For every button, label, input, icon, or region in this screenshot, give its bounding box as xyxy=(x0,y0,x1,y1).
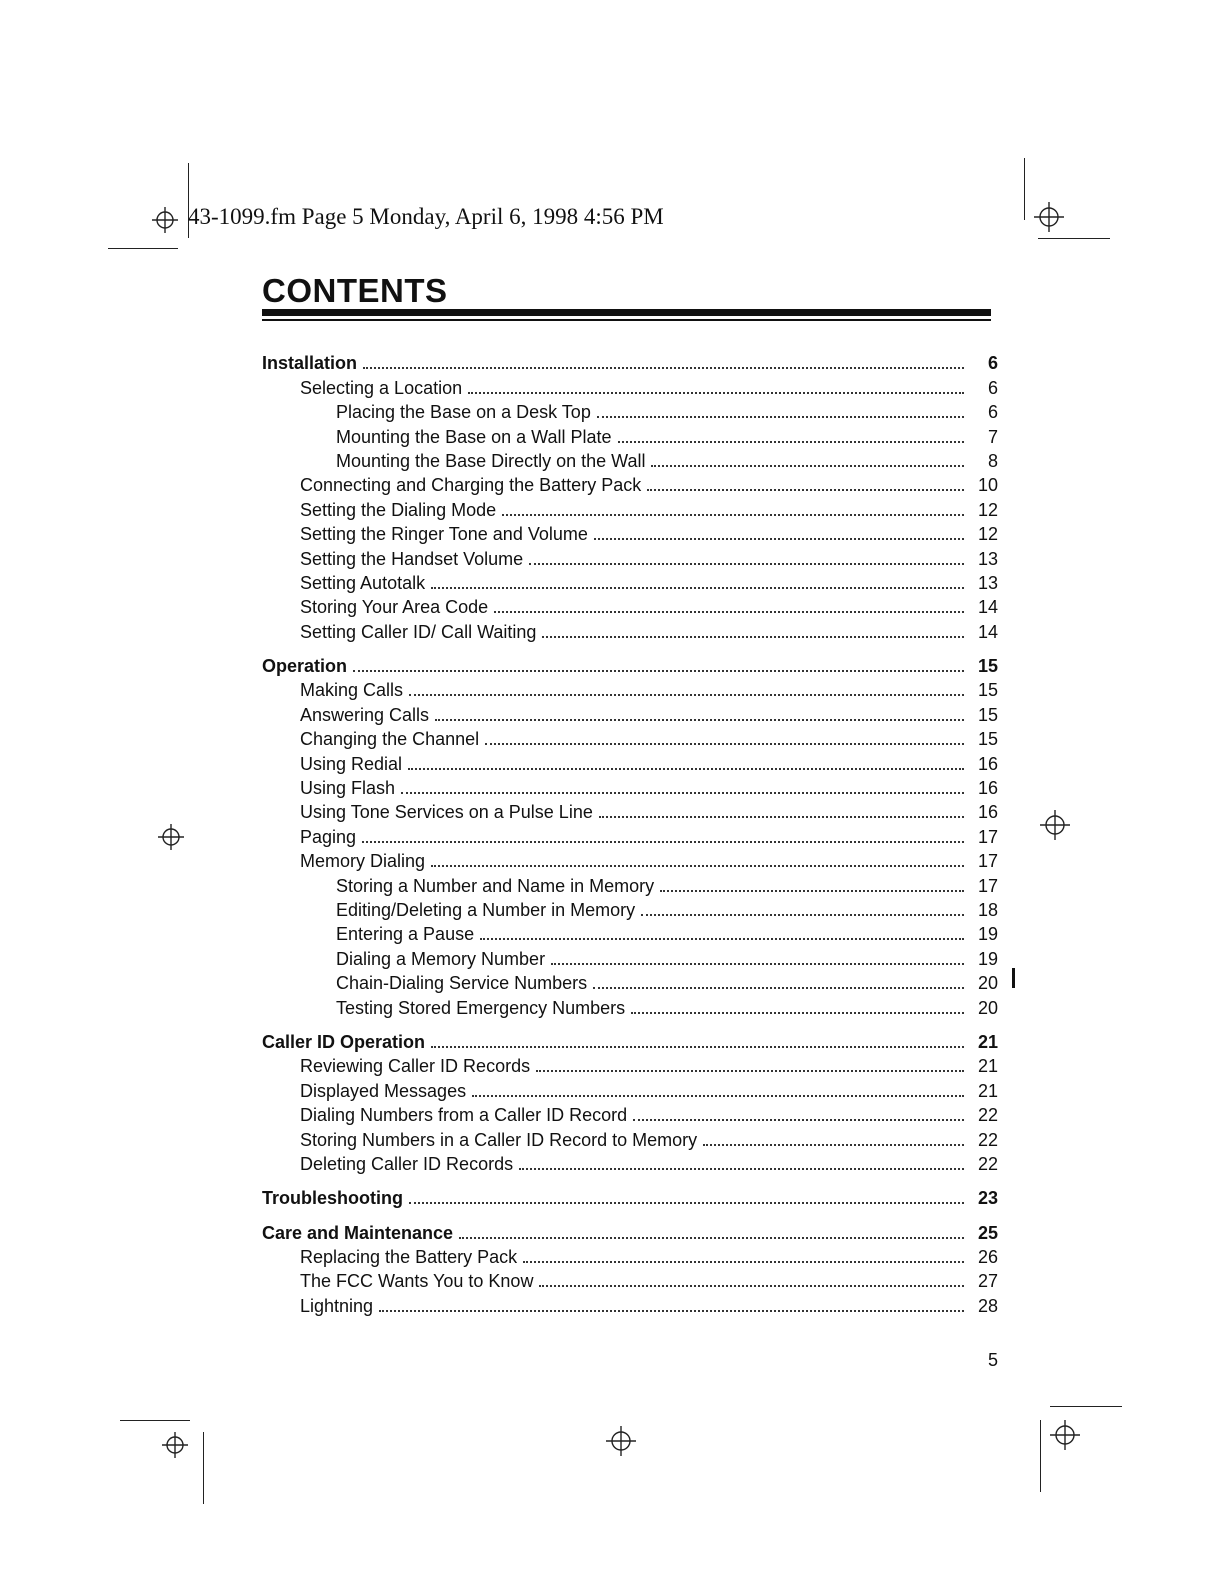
dot-leader xyxy=(597,415,964,418)
toc-entry xyxy=(262,970,998,994)
dot-leader xyxy=(401,791,964,794)
toc-section xyxy=(262,1185,998,1209)
dot-leader xyxy=(362,840,964,843)
dot-leader xyxy=(480,937,964,940)
toc-page-number: 12 xyxy=(977,524,998,545)
change-bar xyxy=(1012,968,1015,988)
table-of-contents xyxy=(262,350,998,1327)
toc-page-number: 20 xyxy=(977,997,998,1018)
crop-mark-line xyxy=(1024,158,1025,220)
toc-section-heading xyxy=(262,1029,998,1053)
toc-page-number: 27 xyxy=(977,1271,998,1292)
dot-leader xyxy=(542,635,964,638)
dot-leader xyxy=(468,391,964,394)
toc-page-number: 21 xyxy=(977,1031,998,1052)
toc-page-number: 6 xyxy=(987,353,998,374)
toc-entry xyxy=(262,570,998,594)
toc-entry-title: Making Calls xyxy=(300,680,404,701)
toc-entry xyxy=(262,423,998,447)
toc-entry xyxy=(262,1244,998,1268)
dot-leader xyxy=(551,962,964,965)
toc-entry-title: Storing a Number and Name in Memory xyxy=(336,875,655,896)
toc-section xyxy=(262,1219,998,1317)
toc-page-number: 15 xyxy=(977,656,998,677)
toc-page-number: 23 xyxy=(977,1188,998,1209)
toc-entry xyxy=(262,472,998,496)
toc-entry-title: Memory Dialing xyxy=(300,851,426,872)
toc-page-number: 10 xyxy=(977,475,998,496)
toc-page-number: 15 xyxy=(977,704,998,725)
toc-entry xyxy=(262,496,998,520)
dot-leader xyxy=(363,366,964,369)
toc-page-number: 16 xyxy=(977,753,998,774)
toc-page-number: 21 xyxy=(977,1080,998,1101)
dot-leader xyxy=(409,693,964,696)
toc-entry-title: Editing/Deleting a Number in Memory xyxy=(336,899,636,920)
toc-entry xyxy=(262,994,998,1018)
dot-leader xyxy=(647,488,964,491)
toc-entry xyxy=(262,618,998,642)
toc-entry xyxy=(262,1077,998,1101)
toc-section-heading xyxy=(262,1185,998,1209)
dot-leader xyxy=(660,889,964,892)
toc-entry-title: Chain-Dialing Service Numbers xyxy=(336,973,588,994)
toc-entry-title: Paging xyxy=(300,826,357,847)
toc-entry xyxy=(262,374,998,398)
toc-entry xyxy=(262,848,998,872)
toc-entry-title: Setting Caller ID/ Call Waiting xyxy=(300,621,537,642)
toc-entry xyxy=(262,1292,998,1316)
toc-page-number: 6 xyxy=(987,377,998,398)
toc-section-heading xyxy=(262,653,998,677)
dot-leader xyxy=(502,513,964,516)
dot-leader xyxy=(529,562,964,565)
toc-page-number: 19 xyxy=(977,924,998,945)
dot-leader xyxy=(523,1260,964,1263)
file-header: 43-1099.fm Page 5 Monday, April 6, 1998 4:56 PM xyxy=(188,204,664,229)
toc-page-number: 15 xyxy=(977,680,998,701)
toc-entry-title: Reviewing Caller ID Records xyxy=(300,1056,531,1077)
toc-entry-title: Selecting a Location xyxy=(300,377,463,398)
toc-entry xyxy=(262,448,998,472)
toc-page-number: 20 xyxy=(977,973,998,994)
toc-entry-title: Installation xyxy=(262,353,358,374)
dot-leader xyxy=(519,1167,964,1170)
toc-entry xyxy=(262,799,998,823)
toc-entry-title: Storing Numbers in a Caller ID Record to Memory xyxy=(300,1129,698,1150)
dot-leader xyxy=(593,986,964,989)
toc-entry-title: Using Redial xyxy=(300,753,403,774)
toc-entry-title: Lightning xyxy=(300,1295,374,1316)
toc-entry xyxy=(262,775,998,799)
dot-leader xyxy=(651,464,964,467)
toc-entry xyxy=(262,1151,998,1175)
toc-entry-title: Changing the Channel xyxy=(300,729,480,750)
toc-entry-title: Care and Maintenance xyxy=(262,1222,454,1243)
registration-mark-icon xyxy=(604,1424,638,1458)
toc-page-number: 22 xyxy=(977,1129,998,1150)
toc-page-number: 28 xyxy=(977,1295,998,1316)
toc-entry-title: Placing the Base on a Desk Top xyxy=(336,402,591,423)
toc-entry-title: Connecting and Charging the Battery Pack xyxy=(300,475,642,496)
toc-page-number: 18 xyxy=(977,899,998,920)
registration-mark-icon xyxy=(150,205,180,235)
toc-entry xyxy=(262,545,998,569)
dot-leader xyxy=(431,1045,964,1048)
page-number: 5 xyxy=(988,1350,999,1370)
toc-entry-title: Deleting Caller ID Records xyxy=(300,1153,514,1174)
toc-section-heading xyxy=(262,1219,998,1243)
toc-entry xyxy=(262,1102,998,1126)
dot-leader xyxy=(599,815,964,818)
toc-entry-title: Answering Calls xyxy=(300,704,430,725)
toc-entry xyxy=(262,1268,998,1292)
toc-page-number: 7 xyxy=(987,426,998,447)
toc-entry xyxy=(262,872,998,896)
toc-entry xyxy=(262,399,998,423)
toc-section xyxy=(262,1029,998,1175)
toc-page-number: 12 xyxy=(977,499,998,520)
registration-mark-icon xyxy=(1048,1418,1082,1452)
toc-page-number: 13 xyxy=(977,548,998,569)
crop-mark-line xyxy=(203,1432,204,1504)
toc-entry-title: Entering a Pause xyxy=(336,924,475,945)
toc-entry xyxy=(262,1053,998,1077)
toc-page-number: 8 xyxy=(987,450,998,471)
toc-page-number: 22 xyxy=(977,1105,998,1126)
toc-entry-title: Setting the Ringer Tone and Volume xyxy=(300,524,588,545)
dot-leader xyxy=(618,440,965,443)
toc-entry-title: Operation xyxy=(262,656,348,677)
toc-entry-title: Testing Stored Emergency Numbers xyxy=(336,997,626,1018)
toc-entry-title: Mounting the Base Directly on the Wall xyxy=(336,450,646,471)
toc-entry-title: Dialing a Memory Number xyxy=(336,948,546,969)
dot-leader xyxy=(472,1094,964,1097)
crop-mark-line xyxy=(1038,238,1110,239)
toc-page-number: 15 xyxy=(977,729,998,750)
dot-leader xyxy=(435,718,964,721)
crop-mark-line xyxy=(1040,1420,1041,1492)
toc-entry xyxy=(262,594,998,618)
toc-entry xyxy=(262,1126,998,1150)
toc-entry xyxy=(262,750,998,774)
dot-leader xyxy=(594,537,964,540)
toc-page-number: 6 xyxy=(987,402,998,423)
toc-page-number: 25 xyxy=(977,1222,998,1243)
toc-entry xyxy=(262,945,998,969)
toc-entry-title: Setting the Dialing Mode xyxy=(300,499,497,520)
dot-leader xyxy=(408,767,964,770)
crop-mark-line xyxy=(108,248,178,249)
toc-entry xyxy=(262,726,998,750)
toc-entry-title: Replacing the Battery Pack xyxy=(300,1247,518,1268)
dot-leader xyxy=(431,864,964,867)
toc-page-number: 17 xyxy=(977,851,998,872)
dot-leader xyxy=(485,742,964,745)
toc-page-number: 19 xyxy=(977,948,998,969)
toc-entry-title: Setting Autotalk xyxy=(300,572,426,593)
toc-page-number: 17 xyxy=(977,875,998,896)
toc-page-number: 13 xyxy=(977,572,998,593)
title-rule xyxy=(262,319,991,321)
toc-entry-title: The FCC Wants You to Know xyxy=(300,1271,534,1292)
toc-entry-title: Dialing Numbers from a Caller ID Record xyxy=(300,1105,628,1126)
dot-leader xyxy=(459,1236,964,1239)
toc-page-number: 14 xyxy=(977,597,998,618)
registration-mark-icon xyxy=(1032,200,1066,234)
toc-page-number: 26 xyxy=(977,1247,998,1268)
toc-page-number: 22 xyxy=(977,1153,998,1174)
dot-leader xyxy=(633,1118,964,1121)
registration-mark-icon xyxy=(160,1430,190,1460)
dot-leader xyxy=(409,1201,964,1204)
crop-mark-line xyxy=(1050,1406,1122,1407)
toc-page-number: 17 xyxy=(977,826,998,847)
toc-page-number: 14 xyxy=(977,621,998,642)
dot-leader xyxy=(539,1284,964,1287)
toc-page-number: 16 xyxy=(977,778,998,799)
toc-entry-title: Storing Your Area Code xyxy=(300,597,489,618)
toc-section xyxy=(262,653,998,1019)
toc-entry-title: Displayed Messages xyxy=(300,1080,467,1101)
crop-mark-line xyxy=(120,1420,190,1421)
registration-mark-icon xyxy=(1038,808,1072,842)
toc-section-heading xyxy=(262,350,998,374)
dot-leader xyxy=(703,1143,964,1146)
toc-entry-title: Caller ID Operation xyxy=(262,1031,426,1052)
toc-entry-title: Setting the Handset Volume xyxy=(300,548,524,569)
dot-leader xyxy=(494,610,964,613)
dot-leader xyxy=(353,669,964,672)
toc-entry-title: Troubleshooting xyxy=(262,1188,403,1209)
toc-page-number: 21 xyxy=(977,1056,998,1077)
toc-entry xyxy=(262,521,998,545)
toc-section xyxy=(262,350,998,643)
toc-entry xyxy=(262,921,998,945)
toc-entry xyxy=(262,897,998,921)
title-rule xyxy=(262,309,991,316)
page-title: CONTENTS xyxy=(262,272,448,309)
toc-entry-title: Mounting the Base on a Wall Plate xyxy=(336,426,612,447)
dot-leader xyxy=(641,913,964,916)
toc-entry xyxy=(262,701,998,725)
dot-leader xyxy=(379,1309,964,1312)
toc-entry-title: Using Tone Services on a Pulse Line xyxy=(300,802,593,823)
dot-leader xyxy=(631,1011,964,1014)
toc-entry xyxy=(262,823,998,847)
dot-leader xyxy=(431,586,964,589)
registration-mark-icon xyxy=(156,822,186,852)
toc-entry xyxy=(262,677,998,701)
toc-entry-title: Using Flash xyxy=(300,778,396,799)
toc-page-number: 16 xyxy=(977,802,998,823)
dot-leader xyxy=(536,1069,964,1072)
